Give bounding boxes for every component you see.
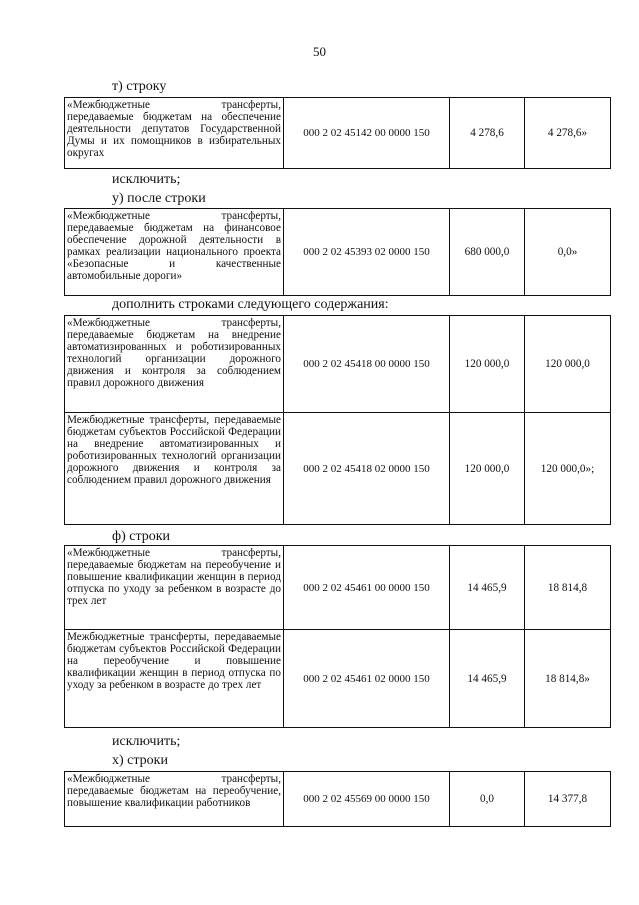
row-value-2: 18 814,8 (525, 546, 611, 630)
row-description: «Межбюджетные трансферты, передаваемые бюджетам на внедрение автоматизированных и роботизированных технологий организации дорожного движения и контроля за соблюдением правил дорожного движения (65, 316, 284, 413)
table-row (65, 413, 611, 525)
row-value-2: 120 000,0»; (525, 413, 611, 525)
table-row (65, 630, 611, 728)
row-value-1: 120 000,0 (450, 413, 525, 525)
row-code: 000 2 02 45461 02 0000 150 (284, 630, 450, 728)
row-value-2: 14 377,8 (525, 772, 611, 827)
row-code: 000 2 02 45142 00 0000 150 (284, 98, 450, 169)
table-u (64, 208, 611, 296)
row-value-2: 4 278,6» (525, 98, 611, 169)
row-code: 000 2 02 45393 02 0000 150 (284, 209, 450, 296)
row-description: «Межбюджетные трансферты, передаваемые бюджетам на переобучение и повышение квалификации женщин в период отпуска по уходу за ребенком в возрасте до трех лет (65, 546, 284, 630)
instruction-exclude-1: исключить; (112, 172, 181, 187)
table-added-rows (64, 315, 611, 525)
page-number: 50 (313, 44, 326, 59)
table-f (64, 545, 611, 728)
table-row (65, 209, 611, 296)
row-description: «Межбюджетные трансферты, передаваемые бюджетам на финансовое обеспечение дорожной деятельности в рамках реализации национального проекта «Безопасные и качественные автомобильные дороги» (65, 209, 284, 296)
instruction-t: т) строку (112, 79, 167, 94)
instruction-u: у) после строки (112, 191, 206, 206)
instruction-exclude-2: исключить; (112, 734, 181, 749)
row-code: 000 2 02 45418 02 0000 150 (284, 413, 450, 525)
row-value-2: 120 000,0 (525, 316, 611, 413)
instruction-add-rows: дополнить строками следующего содержания: (112, 297, 389, 312)
row-value-2: 0,0» (525, 209, 611, 296)
row-value-1: 14 465,9 (450, 546, 525, 630)
row-code: 000 2 02 45418 00 0000 150 (284, 316, 450, 413)
table-row (65, 546, 611, 630)
table-t (64, 97, 611, 169)
row-value-2: 18 814,8» (525, 630, 611, 728)
row-code: 000 2 02 45569 00 0000 150 (284, 772, 450, 827)
row-value-1: 0,0 (450, 772, 525, 827)
table-row (65, 98, 611, 169)
table-row (65, 772, 611, 827)
table-kh (64, 771, 611, 827)
row-description: «Межбюджетные трансферты, передаваемые бюджетам на переобучение, повышение квалификации работников (65, 772, 284, 827)
row-description: «Межбюджетные трансферты, передаваемые бюджетам на обеспечение деятельности депутатов Государственной Думы и их помощников в избирательных округах (65, 98, 284, 169)
row-value-1: 680 000,0 (450, 209, 525, 296)
row-value-1: 14 465,9 (450, 630, 525, 728)
row-description: Межбюджетные трансферты, передаваемые бюджетам субъектов Российской Федерации на переобучение и повышение квалификации женщин в период отпуска по уходу за ребенком в возрасте до трех лет (65, 630, 284, 728)
table-row (65, 316, 611, 413)
row-code: 000 2 02 45461 00 0000 150 (284, 546, 450, 630)
row-value-1: 120 000,0 (450, 316, 525, 413)
instruction-kh: х) строки (112, 753, 168, 768)
row-value-1: 4 278,6 (450, 98, 525, 169)
instruction-f: ф) строки (112, 529, 171, 544)
row-description: Межбюджетные трансферты, передаваемые бюджетам субъектов Российской Федерации на внедрение автоматизированных и роботизированных технологий организации дорожного движения и контроля за соблюдением правил дорожного движения (65, 413, 284, 525)
